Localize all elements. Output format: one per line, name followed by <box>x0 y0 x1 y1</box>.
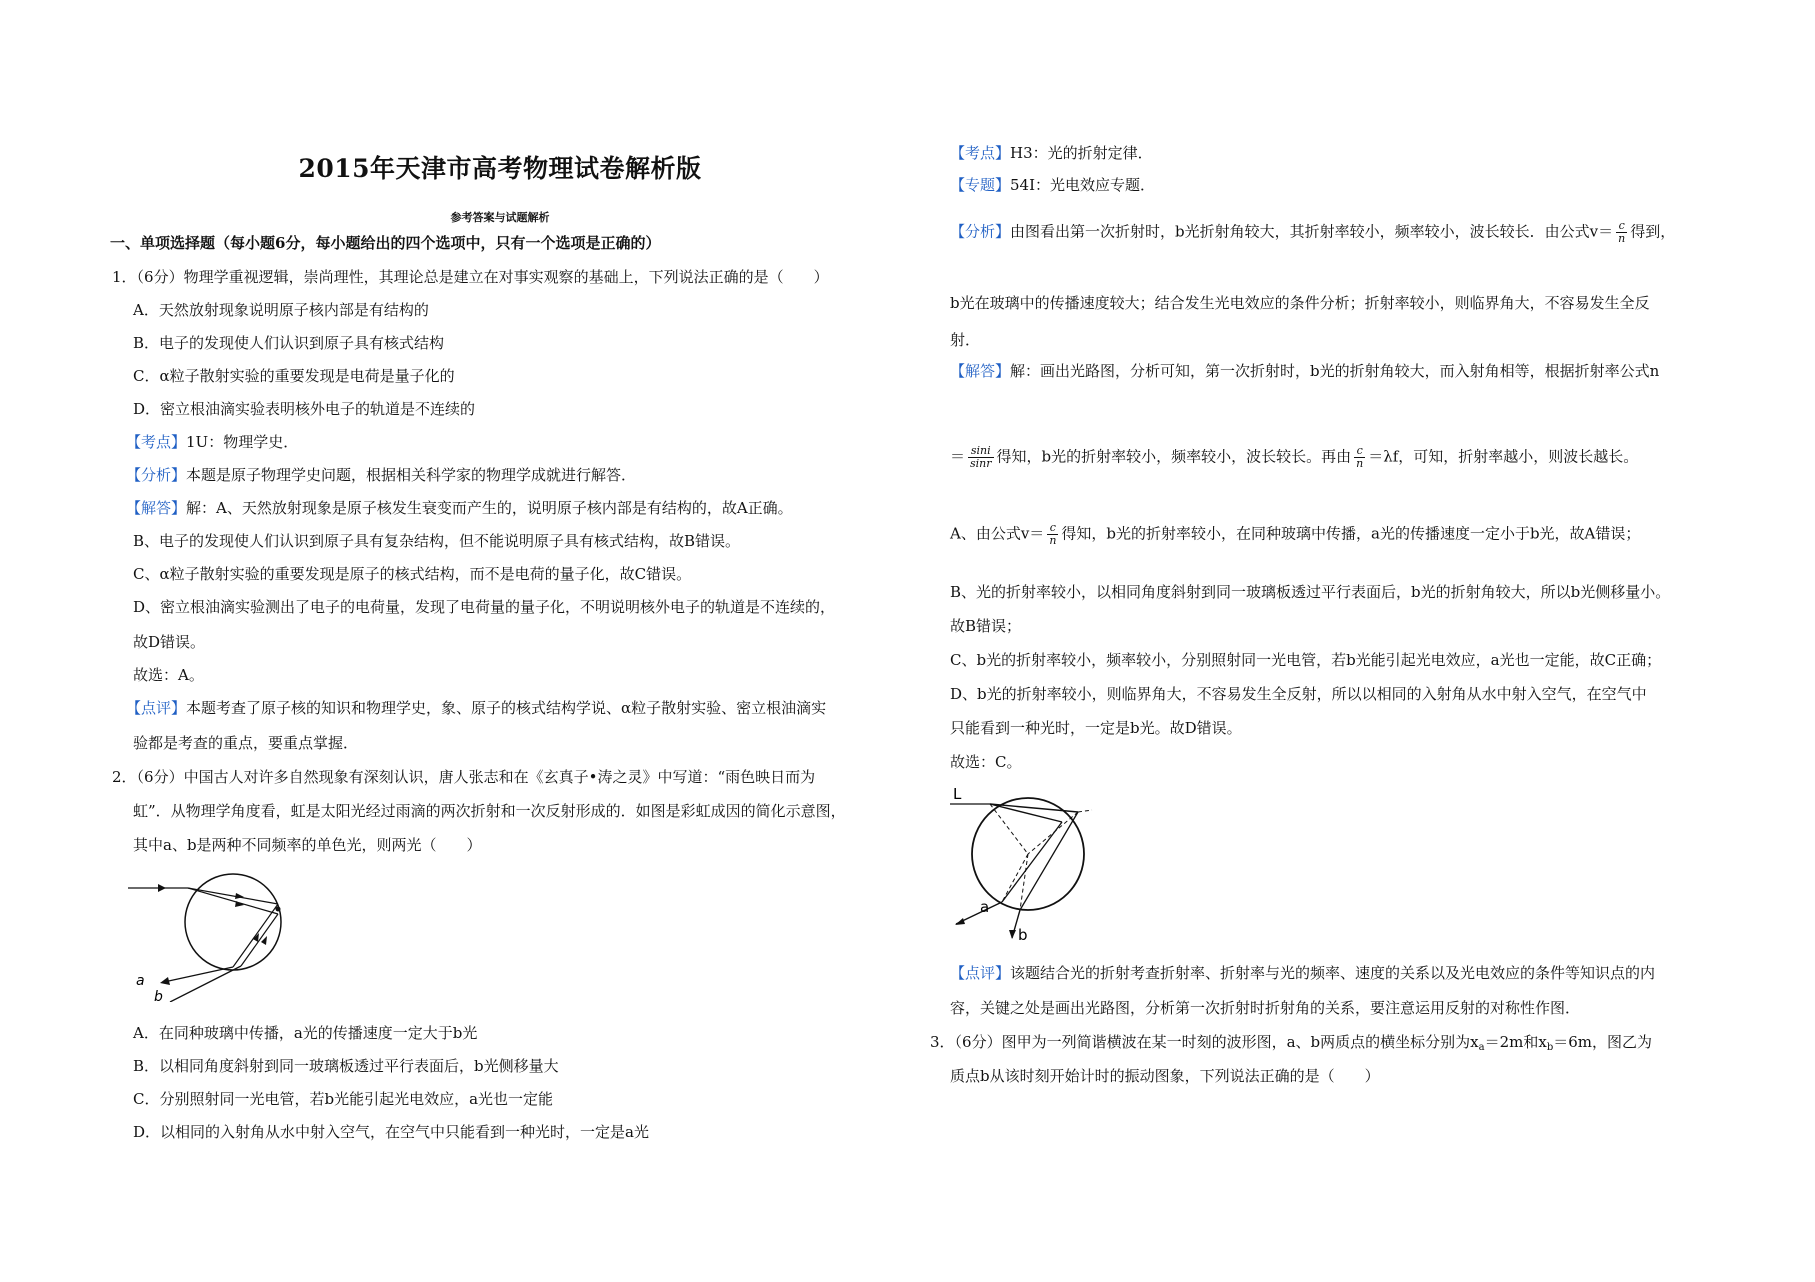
dianping-tag: 【点评】 <box>126 699 187 717</box>
q2-option-c: C．分别照射同一光电管，若b光能引起光电效应，a光也一定能 <box>133 1090 554 1108</box>
frac-num: c <box>1047 522 1058 535</box>
zhuanti-tag: 【专题】 <box>950 176 1011 194</box>
q3-stem-1a: 3．（6分）图甲为一列简谐横波在某一时刻的波形图，a、b两质点的横坐标分别为x <box>930 1033 1479 1051</box>
reflected-ray-b <box>1020 812 1078 910</box>
q1-jieda-2: B、电子的发现使人们认识到原子具有复杂结构，但不能说明原子具有核式结构，故B错误。 <box>133 532 741 550</box>
q2-zhuanti <box>950 175 1155 195</box>
frac-den: n <box>1356 457 1364 470</box>
q1-dianping-1: 本题考查了原子核的知识和物理学史，象、原子的核式结构学说、α粒子散射实验、密立根油滴实 <box>186 699 827 717</box>
q1-jieda <box>126 498 793 518</box>
fraction-c-over-n <box>1354 445 1365 470</box>
q2-kaodian <box>950 143 1153 163</box>
fenxi-tag: 【分析】 <box>950 222 1011 241</box>
q2-jieda-d-1: D、b光的折射率较小，则临界角大，不容易发生全反射，所以以相同的入射角从水中射入空气，在空气中 <box>950 685 1647 703</box>
q2-jieda-1: 解：画出光路图，分析可知，第一次折射时，b光的折射角较大，而入射角相等，根据折射率公式n <box>1010 362 1660 380</box>
q1-kaodian <box>126 432 298 452</box>
q2-fenxi-3: 射． <box>950 331 981 349</box>
q2-stem-3: 其中a、b是两种不同频率的单色光，则两光（ ） <box>133 836 482 854</box>
q1-stem: 1．（6分）物理学重视逻辑，崇尚理性，其理论总是建立在对事实观察的基础上，下列说法正确的是（ ） <box>112 268 829 286</box>
section-heading: 一、单项选择题（每小题6分，每小题给出的四个选项中，只有一个选项是正确的） <box>110 234 661 252</box>
q2-jieda-2a: ＝ <box>950 447 966 466</box>
q1-fenxi <box>126 465 636 485</box>
fig-label-b: b <box>154 989 163 1002</box>
frac-den: n <box>1618 232 1626 245</box>
q2-jieda-formula-line <box>950 445 1638 470</box>
q3-stem-1c: ＝6m，图乙为 <box>1553 1033 1652 1051</box>
rainbow-diagram <box>128 862 298 1002</box>
kaodian-tag: 【考点】 <box>126 433 187 451</box>
q2-fenxi <box>950 220 1675 245</box>
q1-option-b: B．电子的发现使人们认识到原子具有核式结构 <box>133 334 445 352</box>
page-subtitle: 参考答案与试题解析 <box>450 211 550 224</box>
q2-jieda-2c: ＝ <box>1368 447 1384 466</box>
dianping-tag: 【点评】 <box>950 964 1011 982</box>
kaodian-tag: 【考点】 <box>950 144 1011 162</box>
fraction-c-over-n <box>1047 522 1058 547</box>
q3-stem-1b: ＝2m和x <box>1484 1033 1547 1051</box>
q2-jieda-c: C、b光的折射率较小，频率较小，分别照射同一光电管，若b光能引起光电效应，a光也一定能，故C正确； <box>950 651 1662 669</box>
fenxi-tag: 【分析】 <box>126 466 187 484</box>
q2-dianping-1: 该题结合光的折射考查折射率、折射率与光的频率、速度的关系以及光电效应的条件等知识点的内 <box>1010 964 1656 982</box>
jieda-tag: 【解答】 <box>126 499 187 517</box>
frac-den: n <box>1049 534 1057 547</box>
q3-stem-2: 质点b从该时刻开始计时的振动图象，下列说法正确的是（ ） <box>950 1067 1380 1085</box>
jieda-tag: 【解答】 <box>950 362 1011 380</box>
page-title: 2015年天津市高考物理试卷解析版 <box>298 154 702 183</box>
q1-answer: 故选：A。 <box>133 666 204 684</box>
q2-option-b: B．以相同角度斜射到同一玻璃板透过平行表面后，b光侧移量大 <box>133 1057 559 1075</box>
q1-option-a: A．天然放射现象说明原子核内部是有结构的 <box>133 301 429 319</box>
incident-arrow-icon <box>158 884 166 892</box>
fraction-sini-over-sinr <box>968 445 994 470</box>
q1-fenxi-text: 本题是原子物理学史问题，根据相关科学家的物理学成就进行解答． <box>186 466 637 484</box>
reflect-point <box>276 907 281 912</box>
q3-sub-b: b <box>1546 1042 1554 1053</box>
frac-num: c <box>1616 220 1627 233</box>
q2-jieda-d-2: 只能看到一种光时，一定是b光。故D错误。 <box>950 719 1242 737</box>
q1-dianping <box>126 698 826 718</box>
q2-answer: 故选：C。 <box>950 753 1022 771</box>
raindrop-circle <box>185 874 281 970</box>
q1-option-c: C．α粒子散射实验的重要发现是电荷是量子化的 <box>133 367 455 385</box>
q2-jieda-b-1: B、光的折射率较小，以相同角度斜射到同一玻璃板透过平行表面后，b光的折射角较大，所以b光侧移量小。 <box>950 583 1671 601</box>
q2-fenxi-1: 由图看出第一次折射时，b光折射角较大，其折射率较小，频率较小，波长较长．由公式v＝ <box>1010 222 1614 241</box>
q2-fenxi-1-end: 得到， <box>1630 222 1676 241</box>
q2-kaodian-text: H3：光的折射定律． <box>1010 144 1153 162</box>
outgoing-arrow-icon <box>1009 930 1016 939</box>
fraction-c-over-n <box>1616 220 1627 245</box>
fig-label-a: a <box>136 973 145 989</box>
q2-jieda-b-2: 故B错误； <box>950 617 1022 635</box>
q1-kaodian-text: 1U：物理学史． <box>186 433 299 451</box>
q2-jieda-2b: 得知，b光的折射率较小，频率较小，波长较长。再由 <box>996 447 1352 466</box>
q2-dianping <box>950 963 1655 983</box>
q2-fenxi-2: b光在玻璃中的传播速度较大；结合发生光电效应的条件分析；折射率较小，则临界角大，不容易发生全反 <box>950 294 1650 312</box>
q1-jieda-1: 解：A、天然放射现象是原子核发生衰变而产生的，说明原子核内部是有结构的，故A正确。 <box>186 499 793 517</box>
q1-option-d: D．密立根油滴实验表明核外电子的轨道是不连续的 <box>133 400 476 418</box>
outgoing-ray-b <box>170 966 241 1002</box>
q3-sub-a: a <box>1478 1042 1485 1053</box>
q1-dianping-2: 验都是考查的重点，要重点掌握． <box>133 734 359 752</box>
frac-den: sinr <box>970 457 992 470</box>
q2-jieda-a-1: A、由公式v＝ <box>950 524 1045 543</box>
fig2-label-L: L <box>953 785 962 803</box>
reflected-ray-b <box>241 914 278 966</box>
fig2-label-b: b <box>1018 926 1028 942</box>
reflected-ray-a <box>233 904 278 967</box>
fig2-label-a: a <box>980 898 990 916</box>
q2-stem-1: 2．（6分）中国古人对许多自然现象有深刻认识，唐人张志和在《玄真子•涛之灵》中写道：“雨色映日而为 <box>112 768 816 786</box>
frac-num: sini <box>968 445 994 458</box>
q2-option-d: D．以相同的入射角从水中射入空气，在空气中只能看到一种光时，一定是a光 <box>133 1123 649 1141</box>
q2-dianping-2: 容，关键之处是画出光路图，分析第一次折射时折射角的关系，要注意运用反射的对称性作图． <box>950 999 1581 1017</box>
q2-jieda-2d: λf，可知，折射率越小，则波长越长。 <box>1383 447 1639 466</box>
light-path-diagram <box>950 782 1120 942</box>
outgoing-arrow-icon <box>955 918 965 925</box>
q1-jieda-4: D、密立根油滴实验测出了电子的电荷量，发现了电荷量的量子化，不明说明核外电子的轨道是不连续的， <box>133 598 836 616</box>
frac-num: c <box>1354 445 1365 458</box>
dashed-normal <box>1078 810 1092 812</box>
outgoing-arrow-icon <box>160 977 170 985</box>
outgoing-ray-a <box>164 967 233 982</box>
q1-jieda-3: C、α粒子散射实验的重要发现是原子的核式结构，而不是电荷的量子化，故C错误。 <box>133 565 692 583</box>
q3-stem-1 <box>930 1032 1652 1058</box>
q2-jieda-a-2: 得知，b光的折射率较小，在同种玻璃中传播，a光的传播速度一定小于b光，故A错误； <box>1061 524 1641 543</box>
q2-jieda-a <box>950 522 1640 547</box>
q2-jieda <box>950 361 1659 381</box>
q2-option-a: A．在同种玻璃中传播，a光的传播速度一定大于b光 <box>133 1024 478 1042</box>
q2-zhuanti-text: 54I：光电效应专题． <box>1010 176 1156 194</box>
q2-stem-2: 虹”．从物理学角度看，虹是太阳光经过雨滴的两次折射和一次反射形成的．如图是彩虹成因的简化示意图， <box>133 802 846 820</box>
q1-jieda-5: 故D错误。 <box>133 633 206 651</box>
